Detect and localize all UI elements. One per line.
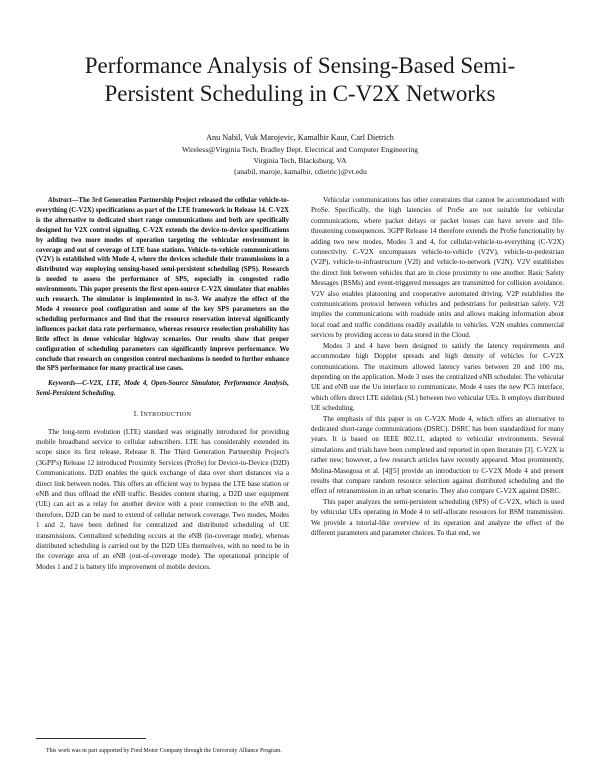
abstract xyxy=(36,196,289,374)
left-column xyxy=(36,196,289,572)
right-paragraph-4: This paper analyzes the semi-persistent scheduling (SPS) of C-V2X, which is used by vehicular UEs operating in Mode 4 to self-allocate resources for BSM transmission. We provide a tutorial-like overview of its operation and analyze the effect of the different parameters and parameter choices. To that end, we xyxy=(311,497,564,537)
right-column xyxy=(311,195,564,538)
right-paragraph-2: Modes 3 and 4 have been designed to satisfy the latency requirements and accommodate high Doppler spreads and high density of vehicles for C-V2X communications. The maximum allowed latency varies between 20 and 100 ms, depending on the application. Mode 3 uses the centralized eNB scheduler. The vehicular UE and eNB use the Uu interface to communicate. Mode 4 uses the new PC5 interface, which offers direct LTE sidelink (SL) between two vehicular UEs. It employs distributed UE scheduling. xyxy=(311,341,564,413)
left-paragraph-1: The long-term evolution (LTE) standard was originally introduced for providing mobile broadband service to cellular subscribers. LTE has considerably extended its scope since its first release, Release 8. The Third Generation Partnership Project's (3GPP's) Release 12 introduced Proximity Services (ProSe) for Device-to-Device (D2D) Communications. D2D enables the quick exchange of data over short distances via a direct link between nodes. This offers an efficient way to bypass the LTE base station or eNB and thus offload the eNB traffic. Besides content sharing, a D2D user equipment (UE) can act as a relay for another device with a poor connection to the eNB and, therefore, D2D can be used to extend of cellular network coverage. Two modes, Modes 1 and 2, have been defined for centralized and distributed scheduling of UE transmissions. Centralized scheduling occurs at the eNB (in-coverage mode), whereas distributed scheduling is carried out by the D2D UEs themselves, with no need to be in the coverage area of an eNB (out-of-coverage mode). The operational principle of Modes 1 and 2 is battery life improvement of mobile devices. xyxy=(36,427,289,571)
affiliation-line-2: Virginia Tech, Blacksburg, VA xyxy=(253,156,347,165)
right-paragraph-1: Vehicular communications has other constraints that cannot be accommodated with ProSe. Specifically, the high latencies of ProSe are not suitable for vehicular communications, where packet delays or packet losses can have severe and life-threatening consequences. 3GPP Release 14 therefore extends the ProSe functionality by adding two new modes, Modes 3 and 4, for cellular-vehicle-to-everything (C-V2X) connectivity. C-V2X encompasses vehicle-to-vehicle (V2V), vehicle-to-pedestrian (V2P), vehicle-to-infrastructure (V2I) and vehicle-to-network (V2N). V2V establishes the direct link between vehicles that are in close proximity to one another. Basic Safety Messages (BSMs) and event-triggered messages are transmitted for collision avoidance. V2V also enables platooning and cooperative automated driving. V2P establishes the communications protocol between vehicles and pedestrians for pedestrian safety. V2I implies the communications with roadside units and allows making information about local road and traffic conditions readily available to vehicles. V2N enables commercial services by providing access to data stored in the Cloud. xyxy=(311,196,564,340)
section-numeral: I. xyxy=(133,410,139,419)
affiliation-line-1: Wireless@Virginia Tech, Bradley Dept. Electrical and Computer Engineering xyxy=(182,145,418,154)
paper-title xyxy=(40,52,560,108)
right-paragraph-3: The emphasis of this paper is on C-V2X Mode 4, which offers an alternative to dedicated short-range communications (DSRC). DSRC has been standardized for many years. It is based on IEEE 802.11, adapted to vehicular environments. Several simulations and trials have been completed and reported in open literature [3]. C-V2X is rather new; however, a few research articles have recently appeared. Most prominently, Molina-Masegosa et al. [4][5] provide an introduction to C-V2X Mode 4 and present results that compare random resource selection against distributed scheduling and the effect of retransmission in an urban scenario. They also compare C-V2X against DSRC. xyxy=(311,414,564,496)
section-heading-introduction xyxy=(36,409,289,420)
abstract-lead: Abstract xyxy=(48,197,72,204)
title-line-1: Performance Analysis of Sensing-Based Semi- xyxy=(84,53,516,78)
abstract-text: —The 3rd Generation Partnership Project released the cellular vehicle-to-everything (C-V2X) specifications as part of the LTE framework in Release 14. C-V2X is the alternative to dedicated short range communications and both are specifically designed for V2X control signaling. C-V2X extends the device-to-device specifications by adding two more modes of operation targeting the vehicular environment in coverage and out of coverage of LTE base stations. Vehicle-to-vehicle communications (V2V) is established with Mode 4, where the devices schedule their transmissions in a distributed way employing sensing-based semi-persistent scheduling (SPS). Research is needed to assess the performance of SPS, especially in congested radio environments. This paper presents the first open-source C-V2X simulator that enables such research. The simulator is implemented in ns-3. We analyze the effect of the Mode 4 resource pool configuration and some of the key SPS parameters on the scheduling performance and find that the resource reservation interval significantly influences packet data rate performance, whereas resource reselection probability has little effect in dense vehicular highway scenarios. Our results show that proper configuration of scheduling parameters can significantly improve performance. We conclude that research on congestion control mechanisms is needed to further enhance the SPS performance for many practical use cases. xyxy=(36,197,289,373)
footnote-rule xyxy=(36,738,146,739)
section-title-first: I xyxy=(140,410,144,419)
title-line-2: Persistent Scheduling in C-V2X Networks xyxy=(104,81,496,106)
author-names: Anu Nabil, Vuk Marojevic, Kamalbir Kaur, Carl Dietrich xyxy=(206,133,394,142)
keywords-lead: Keywords xyxy=(48,380,76,388)
section-title-rest: NTRODUCTION xyxy=(143,411,192,419)
author-emails: {anabil, maroje, kamalbir, cdietric}@vt.edu xyxy=(233,167,367,176)
author-block xyxy=(60,132,540,177)
keywords-text: —C-V2X, LTE, Mode 4, Open-Source Simulator, Performance Analysis, Semi-Persistent Scheduling. xyxy=(36,380,289,398)
footnote: This work was in part supported by Ford Motor Company through the University Alliance Program. xyxy=(46,747,282,754)
keywords xyxy=(36,379,289,399)
